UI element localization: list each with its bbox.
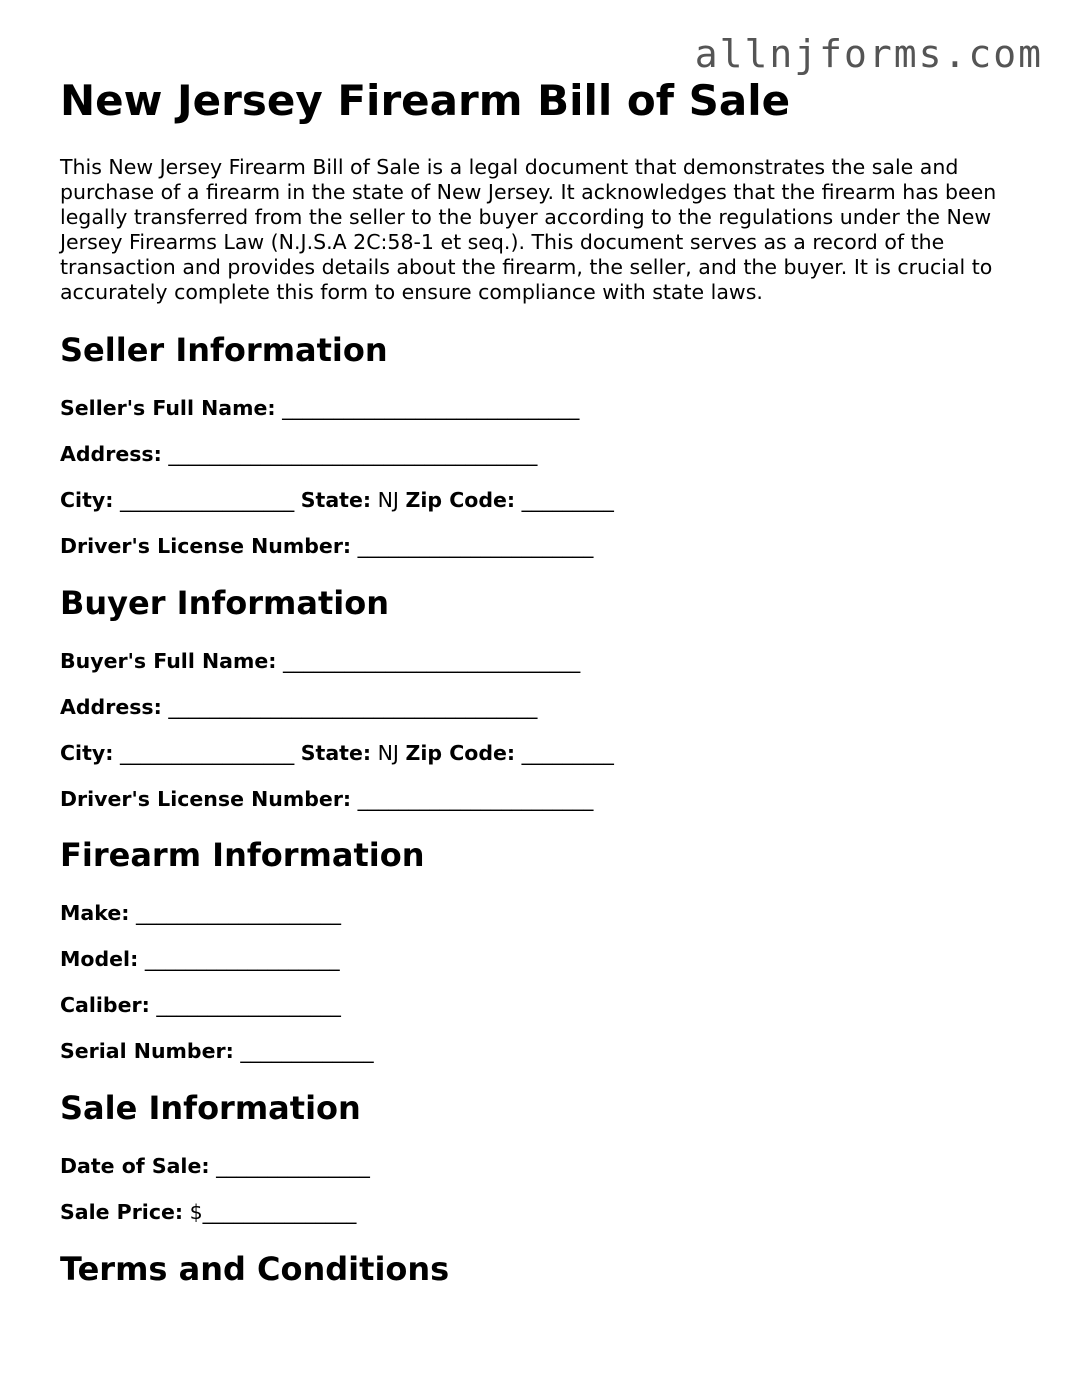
seller-zip-blank[interactable]: _________ xyxy=(521,488,614,512)
buyer-city-label: City: xyxy=(60,741,114,765)
sale-section-heading: Sale Information xyxy=(60,1089,361,1127)
seller-license-field xyxy=(60,533,593,559)
buyer-license-field xyxy=(60,786,593,812)
buyer-section-heading: Buyer Information xyxy=(60,584,389,622)
seller-city-blank[interactable]: _________________ xyxy=(119,488,295,512)
firearm-caliber-field xyxy=(60,992,341,1018)
buyer-state-label: State: xyxy=(300,741,372,765)
seller-name-label: Seller's Full Name: xyxy=(60,396,276,420)
seller-state-label: State: xyxy=(300,488,372,512)
buyer-license-blank[interactable]: _______________________ xyxy=(357,787,594,811)
sale-date-blank[interactable]: _______________ xyxy=(216,1154,370,1178)
seller-address-label: Address: xyxy=(60,442,162,466)
seller-license-blank[interactable]: _______________________ xyxy=(357,534,594,558)
seller-state-value: NJ xyxy=(377,488,399,512)
firearm-serial-label: Serial Number: xyxy=(60,1039,234,1063)
buyer-city-state-zip-field xyxy=(60,740,614,766)
site-watermark: allnjforms.com xyxy=(694,32,1043,76)
sale-price-currency: $ xyxy=(189,1200,203,1224)
seller-section-heading: Seller Information xyxy=(60,331,388,369)
buyer-address-blank[interactable]: ____________________________________ xyxy=(168,695,538,719)
intro-paragraph: This New Jersey Firearm Bill of Sale is a legal document that demonstrates the sale and purchase of a firearm in the state of New Jersey. It acknowledges that the firearm has been legally transferred from the seller to the buyer according to the regulations under the New Jersey Firearms Law (N.J.S.A 2C:58-1 et seq.). This document serves as a record of the transaction and provides details about the firearm, the seller, and the buyer. It is crucial to accurately complete this form to ensure compliance with state laws. xyxy=(60,155,997,304)
buyer-name-field xyxy=(60,648,580,674)
firearm-model-label: Model: xyxy=(60,947,139,971)
page-title: New Jersey Firearm Bill of Sale xyxy=(60,76,791,125)
sale-price-field xyxy=(60,1199,356,1225)
sale-price-blank[interactable]: _______________ xyxy=(202,1200,357,1224)
seller-city-state-zip-field xyxy=(60,487,614,513)
buyer-city-blank[interactable]: _________________ xyxy=(119,741,295,765)
firearm-make-blank[interactable]: ____________________ xyxy=(135,901,341,925)
firearm-model-blank[interactable]: ___________________ xyxy=(144,947,340,971)
seller-zip-label: Zip Code: xyxy=(405,488,516,512)
firearm-make-field xyxy=(60,900,341,926)
firearm-serial-field xyxy=(60,1038,374,1064)
seller-name-blank[interactable]: _____________________________ xyxy=(282,396,580,420)
firearm-caliber-blank[interactable]: __________________ xyxy=(156,993,341,1017)
seller-name-field xyxy=(60,395,579,421)
buyer-zip-blank[interactable]: _________ xyxy=(521,741,614,765)
seller-address-field xyxy=(60,441,537,467)
seller-license-label: Driver's License Number: xyxy=(60,534,352,558)
firearm-serial-blank[interactable]: _____________ xyxy=(240,1039,374,1063)
seller-address-blank[interactable]: ____________________________________ xyxy=(168,442,538,466)
buyer-address-label: Address: xyxy=(60,695,162,719)
buyer-zip-label: Zip Code: xyxy=(405,741,516,765)
firearm-section-heading: Firearm Information xyxy=(60,836,425,874)
seller-city-label: City: xyxy=(60,488,114,512)
buyer-state-value: NJ xyxy=(377,741,399,765)
buyer-address-field xyxy=(60,694,537,720)
sale-date-field xyxy=(60,1153,370,1179)
firearm-caliber-label: Caliber: xyxy=(60,993,150,1017)
firearm-model-field xyxy=(60,946,340,972)
terms-section-heading: Terms and Conditions xyxy=(60,1250,450,1288)
sale-date-label: Date of Sale: xyxy=(60,1154,210,1178)
buyer-name-blank[interactable]: _____________________________ xyxy=(282,649,581,673)
firearm-make-label: Make: xyxy=(60,901,130,925)
buyer-license-label: Driver's License Number: xyxy=(60,787,352,811)
buyer-name-label: Buyer's Full Name: xyxy=(60,649,277,673)
sale-price-label: Sale Price: xyxy=(60,1200,184,1224)
